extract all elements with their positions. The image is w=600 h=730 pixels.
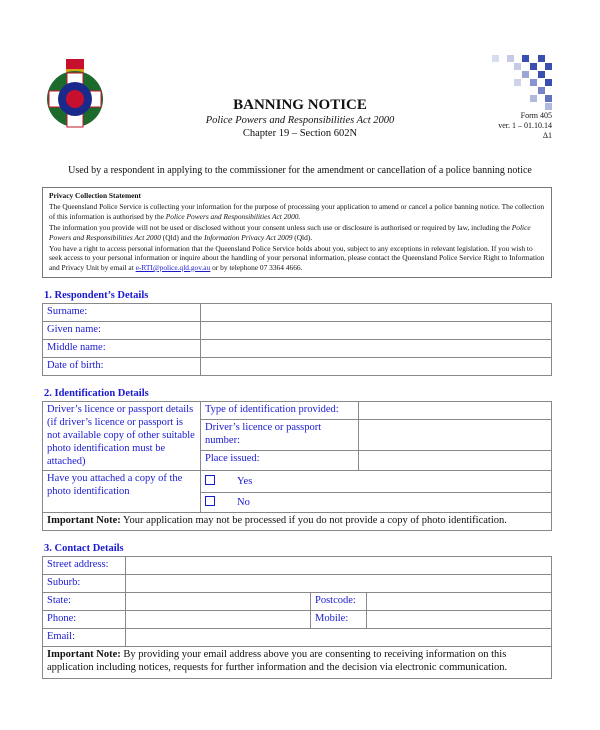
privacy-heading: Privacy Collection Statement: [49, 191, 141, 200]
table-row: [43, 593, 552, 611]
important-note: [43, 513, 552, 531]
section-heading-respondent: 1. Respondent’s Details: [44, 290, 149, 301]
suburb-input[interactable]: [126, 575, 552, 593]
field-label: Phone:: [43, 611, 126, 629]
text: or by telephone 07 3364 4666.: [210, 262, 303, 272]
table-row: [43, 611, 552, 629]
act-name: Information Privacy Act 2009: [204, 232, 293, 242]
table-row: [43, 513, 552, 531]
middle-name-input[interactable]: [201, 340, 552, 358]
respondent-details-table: [42, 303, 552, 376]
form-version: ver. 1 – 01.10.14: [498, 121, 552, 130]
yes-label: Yes: [237, 476, 253, 487]
field-label: Middle name:: [43, 340, 201, 358]
table-row: [43, 629, 552, 647]
form-identifier: [498, 111, 552, 141]
field-label: Date of birth:: [43, 358, 201, 376]
postcode-input[interactable]: [367, 593, 552, 611]
privacy-paragraph: [49, 202, 545, 221]
text: (Qld).: [292, 232, 313, 242]
field-label: Surname:: [43, 304, 201, 322]
text: You have a right to access personal information that the Queensland Police Service holds about you, subject to any exceptions in relevant legislation. If you wish to seek access to your personal information or inquire about the handling of your personal information, please contact the Queensland Police Service Right to Information and Privacy Unit by email at: [49, 244, 545, 272]
table-row: [43, 340, 552, 358]
table-row: [43, 358, 552, 376]
contact-details-table: [42, 556, 552, 679]
table-row: [43, 557, 552, 575]
table-row: [43, 402, 552, 420]
id-type-input[interactable]: [359, 402, 552, 420]
no-option[interactable]: [201, 493, 552, 513]
phone-input[interactable]: [126, 611, 311, 629]
field-label: State:: [43, 593, 126, 611]
identification-details-table: [42, 401, 552, 531]
email-link[interactable]: e-RTI@police.qld.gov.au: [135, 262, 211, 272]
id-number-input[interactable]: [359, 420, 552, 451]
form-code: Δ1: [542, 131, 552, 140]
table-row: [43, 471, 552, 493]
date-of-birth-input[interactable]: [201, 358, 552, 376]
field-label: Suburb:: [43, 575, 126, 593]
act-subtitle: Police Powers and Responsibilities Act 2000: [205, 115, 395, 126]
table-row: [43, 575, 552, 593]
id-details-label: Driver’s licence or passport details (if driver’s licence or passport is not available copy of other suitable photo identification must be attached): [43, 402, 201, 471]
chapter-subtitle: Chapter 19 – Section 602N: [242, 128, 358, 139]
yes-option[interactable]: [201, 471, 552, 493]
yes-checkbox[interactable]: [205, 475, 215, 485]
note-text: Your application may not be processed if you do not provide a copy of photo identification.: [120, 515, 507, 526]
attached-question-label: Have you attached a copy of the photo identification: [43, 471, 201, 513]
field-label: Street address:: [43, 557, 126, 575]
text: (Qld) and the: [160, 232, 205, 242]
no-checkbox[interactable]: [205, 496, 215, 506]
email-input[interactable]: [126, 629, 552, 647]
state-input[interactable]: [126, 593, 311, 611]
act-name: Police Powers and Responsibilities Act 2000.: [165, 211, 301, 221]
table-row: [43, 304, 552, 322]
form-number: Form 405: [520, 111, 552, 120]
note-label: Important Note:: [47, 649, 121, 660]
mobile-input[interactable]: [367, 611, 552, 629]
field-label: Email:: [43, 629, 126, 647]
note-text: By providing your email address above you are consenting to receiving information on this application including notices, requests for further information and the decision via electronic communication.: [47, 649, 508, 673]
act-name: Police Powers and Responsibilities Act 2000: [49, 223, 531, 242]
table-row: [43, 647, 552, 679]
field-label: Place issued:: [201, 451, 359, 471]
field-label: Given name:: [43, 322, 201, 340]
intro-text: Used by a respondent in applying to the commissioner for the amendment or cancellation of a police banning notice: [68, 165, 532, 176]
field-label: Driver’s licence or passport number:: [201, 420, 359, 451]
privacy-paragraph: [49, 244, 545, 272]
street-address-input[interactable]: [126, 557, 552, 575]
place-issued-input[interactable]: [359, 451, 552, 471]
field-label: Postcode:: [311, 593, 367, 611]
field-label: Type of identification provided:: [201, 402, 359, 420]
section-heading-identification: 2. Identification Details: [44, 388, 149, 399]
text: The information you provide will not be used or disclosed without your consent unless such use or disclosure is authorised or required by law, including the: [49, 223, 512, 233]
given-name-input[interactable]: [201, 322, 552, 340]
table-row: [43, 322, 552, 340]
privacy-paragraph: [49, 223, 545, 242]
important-note: [43, 647, 552, 679]
no-label: No: [237, 497, 250, 508]
page-title: BANNING NOTICE: [233, 97, 367, 113]
surname-input[interactable]: [201, 304, 552, 322]
section-heading-contact: 3. Contact Details: [44, 543, 124, 554]
privacy-statement: [42, 187, 552, 278]
text: The Queensland Police Service is collecting your information for the purpose of processing your application to amend or cancel a police banning notice. The collection of this information is authorised by the: [49, 202, 545, 221]
field-label: Mobile:: [311, 611, 367, 629]
note-label: Important Note:: [47, 515, 121, 526]
